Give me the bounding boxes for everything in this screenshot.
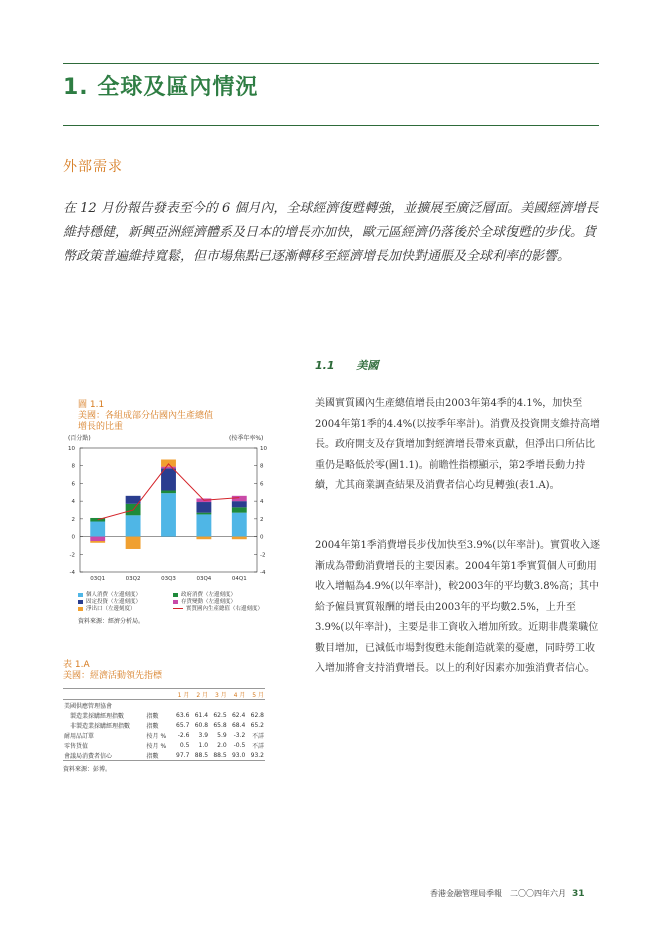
left-tick-label: 10 [68, 446, 75, 452]
row-value: 65.8 [213, 721, 227, 729]
table-header-blank [63, 689, 146, 700]
row-label: 會議局消費者信心 [63, 750, 146, 761]
row-value: 5.9 [217, 731, 227, 739]
row-value [228, 700, 247, 711]
right-tick-label: -2 [260, 552, 266, 559]
table-header-month: 1 月 [172, 689, 191, 700]
row-value: 93.0 [228, 750, 247, 761]
left-tick-label: 8 [71, 463, 75, 470]
bar-segment [196, 502, 211, 513]
row-value: 97.7 [172, 750, 191, 761]
row-label: 零售貨值 [64, 742, 89, 750]
row-value: 不詳 [251, 742, 264, 750]
left-tick-label: 4 [71, 499, 75, 506]
table-title [63, 660, 162, 682]
bar-segment [232, 537, 247, 540]
table-row [63, 710, 265, 720]
category-label: 03Q1 [90, 576, 106, 582]
legend-item: 淨出口（左邊刻度） [78, 604, 136, 612]
bar-segment [232, 507, 247, 512]
legend-line-swatch [173, 608, 183, 609]
row-value: -2.6 [177, 731, 190, 739]
section-heading: 外部需求 [63, 159, 123, 175]
bar-segment [196, 513, 211, 515]
row-value: -0.5 [233, 741, 246, 749]
table-header-row [63, 689, 265, 700]
legend-item: 固定投資（左邊刻度） [78, 597, 141, 605]
right-tick-label: 8 [260, 463, 264, 470]
left-tick-label: -4 [69, 570, 75, 576]
bar-segment [90, 537, 105, 541]
row-value: 62.4 [231, 711, 246, 719]
row-label: 耐用品訂單 [64, 732, 95, 740]
category-label: 03Q2 [125, 576, 141, 582]
bar-segment [161, 468, 176, 490]
right-tick-label: 0 [260, 534, 264, 541]
right-tick-label: 6 [260, 481, 264, 488]
chart-title-line2: 增長的比重 [78, 422, 124, 432]
row-label: 美國供應管理協會 [64, 702, 113, 710]
right-tick-label: 10 [260, 446, 267, 452]
category-label: 03Q3 [161, 576, 176, 582]
row-unit: 按月 % [146, 742, 167, 750]
chart-source: 資料來源：經濟分析局。 [78, 618, 145, 625]
page-title: 1. 全球及區內情況 [63, 75, 259, 100]
table-header-unit [146, 689, 172, 700]
row-value: 2.0 [217, 741, 227, 749]
table-source: 資料來源：彭博。 [63, 766, 112, 773]
row-value: 65.2 [250, 721, 264, 729]
chart-title-line1: 美國：各組成部分佔國內生產總值 [78, 411, 214, 421]
row-value: 3.9 [198, 731, 209, 739]
bar-segment [90, 541, 105, 543]
title-rule [63, 125, 599, 126]
table-header-month: 5 月 [246, 689, 265, 700]
row-value: 0.5 [179, 741, 190, 749]
row-value: 1.0 [198, 741, 209, 749]
page-footer [430, 888, 585, 899]
table-header-month: 3 月 [209, 689, 228, 700]
row-value: 62.5 [213, 711, 227, 719]
left-tick-label: 0 [71, 534, 75, 541]
legend-item: 實質國內生產總值（右邊刻度） [173, 604, 263, 612]
bar-segment [196, 514, 211, 536]
row-value: 63.6 [176, 711, 190, 719]
table-row [63, 740, 265, 750]
row-unit: 指數 [146, 712, 159, 720]
left-tick-label: -2 [69, 552, 75, 559]
left-tick-label: 6 [71, 481, 75, 488]
legend-item: 個人消費（左邊刻度） [78, 590, 141, 598]
chart-title [78, 400, 213, 433]
intro-paragraph: 在 12 月份報告發表至今的 6 個月內，全球經濟復甦轉強，並擴展至廣泛層面。美國經濟增長維持穩健，新興亞洲經濟體系及日本的增長亦加快，歐元區經濟仍落後於全球復甦的步伐。貨幣政策普遍維持寬鬆，但市場焦點已逐漸轉移至經濟增長加快對通脹及全球利率的影響。 [63, 201, 599, 264]
row-unit: 指數 [146, 750, 172, 761]
bar-segment [161, 493, 176, 536]
row-unit [146, 700, 172, 711]
row-value [246, 700, 265, 711]
row-value: 65.7 [176, 721, 190, 729]
table-header-month: 4 月 [228, 689, 247, 700]
section-name: 美國 [356, 359, 379, 372]
category-label: 04Q1 [231, 576, 247, 582]
body-paragraph-1: 美國實質國內生產總值增長由2003年第4季的4.1%，加快至2004年第1季的4.4%(以按季年率計)。消費及投資開支維持高增長。政府開支及存貨增加對經濟增長帶來貢獻，但淨出口所佔比重仍是略低於零(圖1.1)。前瞻性指標顯示，第2季增長動力持續，尤其商業調查結果及消費者信心均見轉強(表1.A)。 [315, 398, 601, 491]
row-value [209, 700, 228, 711]
body-paragraph-2: 2004年第1季消費增長步伐加快至3.9%(以年率計)。實質收入逐漸成為帶動消費增長的主要因素。2004年第1季實質個人可動用收入增幅為4.9%(以年率計)，較2003年的平均數3.8%高；其中給予僱員實質報酬的增長由2003年的平均數2.5%，上升至3.9%(以年率計)，主要是非工資收入增加所致。近期非農業職位數目增加，已減低市場對復甦未能創造就業的憂慮，同時勞工收入增加將會支持消費增長。以上的利好因素亦加強消費者信心。 [315, 540, 601, 674]
publication-name: 香港金融管理局季報 二〇〇四年六月 [430, 889, 566, 898]
row-value: 60.8 [194, 721, 209, 729]
row-value: 不詳 [251, 732, 264, 740]
top-rule [63, 63, 599, 64]
row-unit: 指數 [146, 722, 159, 730]
bar-segment [161, 467, 176, 469]
right-tick-label: -4 [260, 570, 266, 576]
bar-segment [90, 522, 105, 537]
legend-item: 存貨變動（左邊刻度） [173, 597, 236, 605]
table-row [63, 730, 265, 740]
row-value [190, 700, 209, 711]
row-value: 61.4 [194, 711, 209, 719]
table-header-month: 2 月 [190, 689, 209, 700]
legend-item: 政府消費（左邊刻度） [173, 590, 236, 598]
left-tick-label: 2 [71, 516, 75, 523]
leading-indicators-table [63, 688, 265, 761]
row-value [172, 700, 191, 711]
section-number: 1.1 [315, 359, 335, 372]
bar-segment [196, 537, 211, 540]
category-label: 03Q4 [196, 576, 212, 582]
legend-swatch [173, 593, 178, 597]
right-tick-label: 4 [260, 499, 264, 506]
figure-label: 圖 1.1 [78, 400, 105, 410]
legend-swatch [78, 607, 83, 611]
table-label: 表 1.A [63, 660, 90, 670]
row-value: 88.5 [190, 750, 209, 761]
page-number: 31 [572, 889, 585, 899]
right-axis-unit: (按季年率%) [229, 435, 264, 442]
row-label: 製造業採購經理指數 [70, 712, 125, 720]
table-row [63, 720, 265, 730]
legend-swatch [173, 600, 178, 604]
bar-segment [161, 460, 176, 467]
row-value: -3.2 [233, 731, 246, 739]
row-label: 非製造業採購經理指數 [70, 722, 131, 730]
row-value: 88.5 [209, 750, 228, 761]
bar-segment [232, 501, 247, 507]
table-row [63, 750, 265, 761]
row-unit: 按月 % [146, 732, 167, 740]
bar-segment [126, 537, 141, 549]
bar-segment [126, 515, 141, 536]
row-value: 62.8 [250, 711, 264, 719]
table-row [63, 700, 265, 711]
legend-swatch [78, 593, 83, 597]
table-caption: 美國：經濟活動領先指標 [63, 671, 163, 681]
left-axis-unit: (百分點) [68, 435, 91, 442]
legend-swatch [78, 600, 83, 604]
gdp-components-chart [60, 440, 275, 590]
row-value: 68.4 [231, 721, 246, 729]
bar-segment [232, 513, 247, 537]
row-value: 93.2 [246, 750, 265, 761]
right-tick-label: 2 [260, 516, 264, 523]
bar-segment [161, 491, 176, 494]
section-title [315, 357, 378, 373]
